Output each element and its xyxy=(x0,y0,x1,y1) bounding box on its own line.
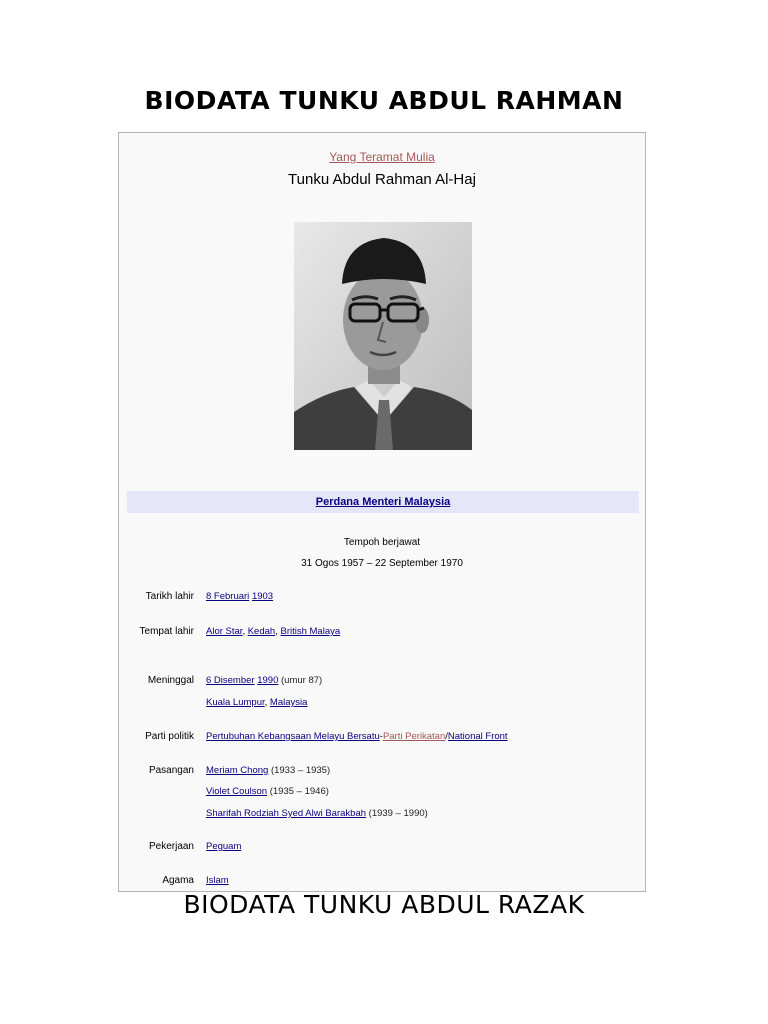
birthplace-label: Tempat lahir xyxy=(139,626,194,637)
party-link-1[interactable]: Pertubuhan Kebangsaan Melayu Bersatu xyxy=(206,731,380,742)
party-value: Pertubuhan Kebangsaan Melayu Bersatu-Parti Perikatan/National Front xyxy=(206,731,508,742)
next-section-title: BIODATA TUNKU ABDUL RAZAK xyxy=(183,890,585,919)
died-place-link-1[interactable]: Kuala Lumpur xyxy=(206,697,265,708)
term-label: Tempoh berjawat xyxy=(343,537,421,548)
spouse-2 xyxy=(206,786,329,797)
biography-infobox xyxy=(118,132,646,892)
occupation-label: Pekerjaan xyxy=(148,841,194,852)
died-date-link[interactable]: 6 Disember xyxy=(206,675,255,686)
birthplace-link-2[interactable]: Kedah xyxy=(247,626,276,637)
honorific-header xyxy=(119,150,645,164)
died-label: Meninggal xyxy=(147,675,194,686)
party-link-3[interactable]: National Front xyxy=(447,731,508,742)
born-date-link[interactable]: 8 Februari xyxy=(206,591,250,602)
born-value xyxy=(206,591,273,602)
spouse-1 xyxy=(206,765,330,776)
spouse-3-years: (1939 – 1990) xyxy=(368,808,428,819)
document-title: BIODATA TUNKU ABDUL RAHMAN xyxy=(144,86,624,115)
died-age: (umur 87) xyxy=(281,675,323,686)
died-year-link[interactable]: 1990 xyxy=(257,675,279,686)
birthplace-link-3[interactable]: British Malaya xyxy=(280,626,341,637)
religion-label: Agama xyxy=(162,875,194,886)
spouse-2-years: (1935 – 1946) xyxy=(269,786,329,797)
died-value xyxy=(206,675,322,686)
spouse-1-link[interactable]: Meriam Chong xyxy=(206,765,269,776)
occupation-link[interactable]: Peguam xyxy=(206,841,242,852)
office-link[interactable]: Perdana Menteri Malaysia xyxy=(315,496,451,508)
party-label: Parti politik xyxy=(145,731,194,742)
religion-value xyxy=(206,875,229,886)
born-year-link[interactable]: 1903 xyxy=(251,591,274,602)
honorific-link[interactable]: Yang Teramat Mulia xyxy=(329,150,435,164)
occupation-value xyxy=(206,841,241,852)
person-name: Tunku Abdul Rahman Al-Haj xyxy=(288,171,476,188)
spouse-label: Pasangan xyxy=(148,765,194,776)
died-place-link-2[interactable]: Malaysia xyxy=(269,697,308,708)
term-dates: 31 Ogos 1957 – 22 September 1970 xyxy=(301,558,463,569)
religion-link[interactable]: Islam xyxy=(206,875,229,886)
spouse-3-link[interactable]: Sharifah Rodziah Syed Alwi Barakbah xyxy=(206,808,367,819)
office-header xyxy=(127,491,639,513)
spouse-2-link[interactable]: Violet Coulson xyxy=(206,786,268,797)
spouse-3 xyxy=(206,808,428,819)
spouse-1-years: (1933 – 1935) xyxy=(270,765,331,776)
birthplace-value: Alor Star, Kedah, British Malaya xyxy=(206,626,341,637)
born-label: Tarikh lahir xyxy=(145,591,194,602)
died-place: Kuala Lumpur, Malaysia xyxy=(206,697,308,708)
birthplace-link-1[interactable]: Alor Star xyxy=(206,626,243,637)
party-link-2[interactable]: Parti Perikatan xyxy=(382,731,446,742)
portrait-photo[interactable] xyxy=(294,222,472,450)
